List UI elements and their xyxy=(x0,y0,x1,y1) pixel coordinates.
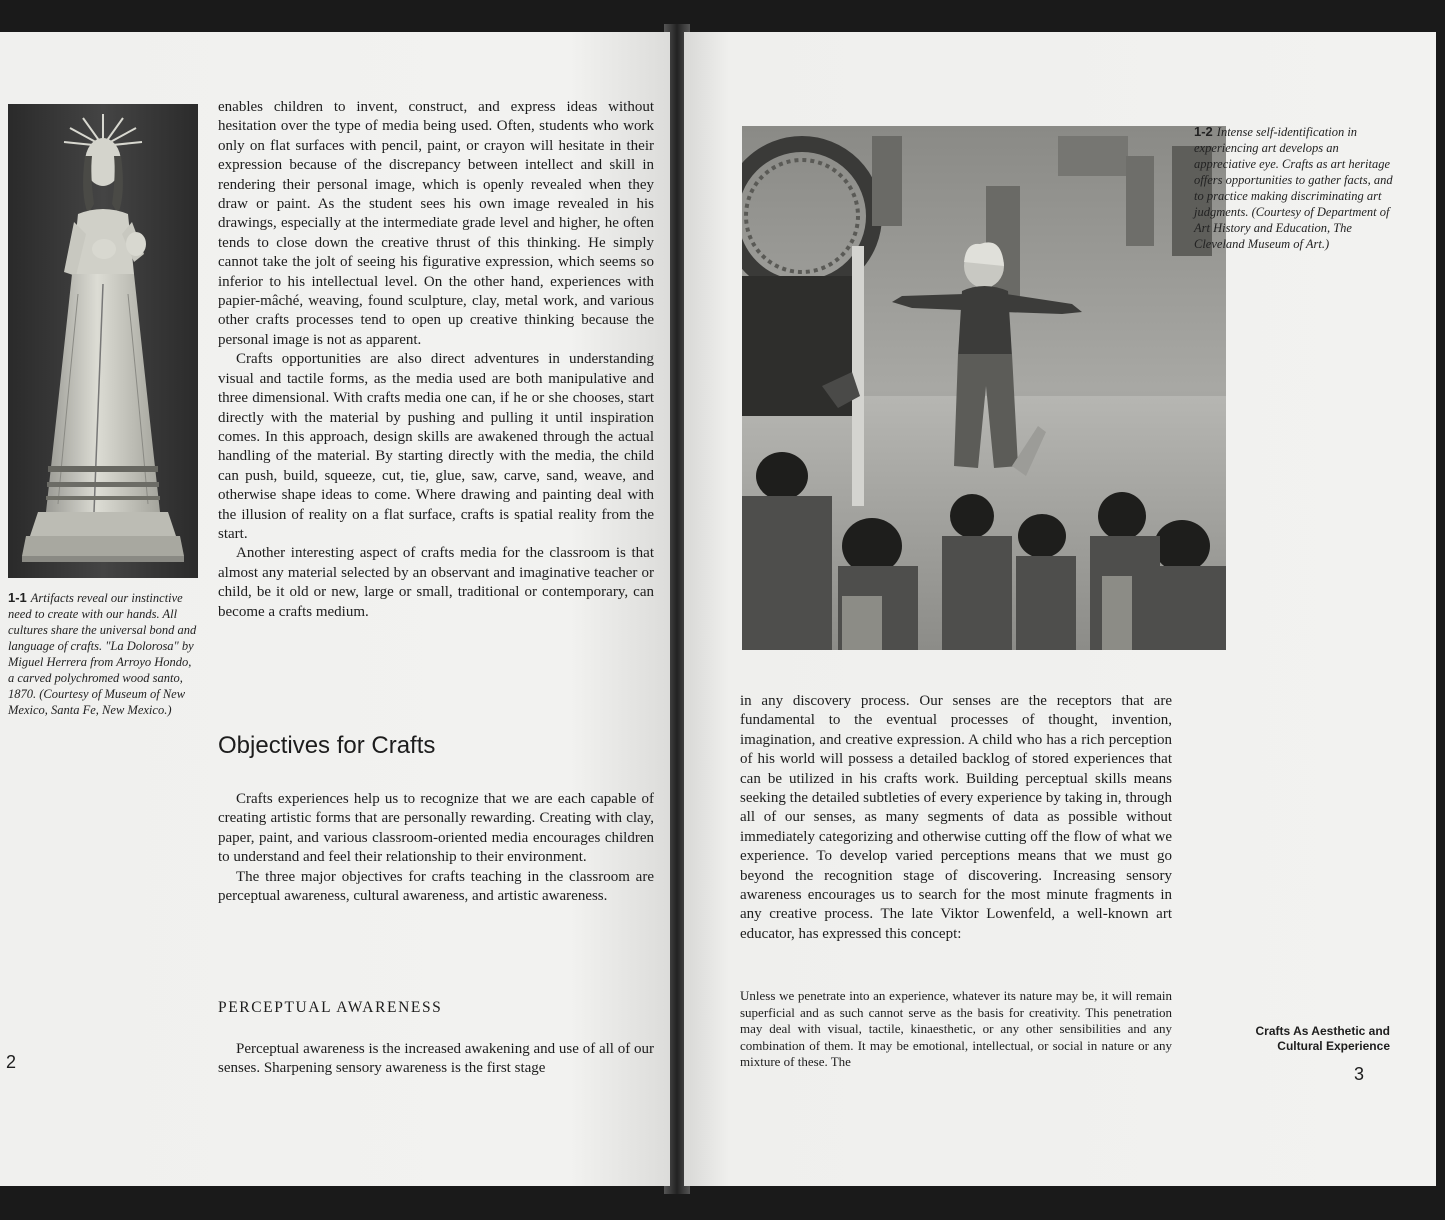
body-paragraph: The three major objectives for crafts teaching in the classroom are perceptual awareness, cultural awareness, and artistic awareness. xyxy=(218,868,654,905)
figure-caption-text: Artifacts reveal our instinctive need to create with our hands. All cultures share the universal bond and language of crafts. "La Dolorosa" by Miguel Herrera from Arroyo Hondo, a carved polychromed wood santo, 1870. (Courtesy of Museum of New Mexico, Santa Fe, New Mexico.) xyxy=(8,591,197,717)
figure-1-2-caption xyxy=(1194,124,1394,252)
left-page xyxy=(0,32,670,1186)
figure-1-2-photo xyxy=(742,126,1226,650)
subsection-heading: PERCEPTUAL AWARENESS xyxy=(218,999,443,1016)
figure-number: 1-1 xyxy=(8,590,27,605)
figure-1-1-photo xyxy=(8,104,198,578)
running-head-line: Cultural Experience xyxy=(1277,1039,1390,1053)
right-page xyxy=(684,32,1436,1186)
figure-1-1-caption xyxy=(8,590,200,718)
left-body-column xyxy=(218,98,654,622)
objectives-text xyxy=(218,790,654,906)
section-heading: Objectives for Crafts xyxy=(218,732,436,759)
quote-text: Unless we penetrate into an experience, whatever its nature may be, it will remain superficial and as such cannot serve as the basis for creativity. This penetration may deal with visual, tactile, kinaesthetic, or any other sensibilities and any combination of them. It may be emotional, intellectual, or social in nature or any mixture of these. The xyxy=(740,988,1172,1070)
body-paragraph: Perceptual awareness is the increased awakening and use of all of our senses. Sharpening sensory awareness is the first stage xyxy=(218,1041,654,1077)
page-number-right: 3 xyxy=(1354,1064,1365,1084)
body-paragraph: Another interesting aspect of crafts media for the classroom is that almost any material selected by an observant and imaginative teacher or child, be it old or new, large or small, traditional or contemporary, can become a crafts medium. xyxy=(218,545,654,620)
body-paragraph: in any discovery process. Our senses are the receptors that are fundamental to the eventual processes of thought, invention, imagination, and creative expression. A child who has a rich perception of his world will possess a detailed backlog of stored experiences that can be utilized in his crafts work. Building perceptual skills means seeking the detailed subtleties of every experience by taking in, through all of our senses, as many segments of data as possible without immediately categorizing and otherwise cutting off the flow of what we experience. To develop varied perceptions means that we must go beyond the recognition stage of discovering. Increasing sensory awareness encourages us to search for the most minute fragments in any creative process. The late Viktor Lowenfeld, a well-known art educator, has expressed this concept: xyxy=(740,693,1172,942)
page-number-left: 2 xyxy=(6,1052,17,1072)
right-body-column xyxy=(740,692,1172,944)
running-head-line: Crafts As Aesthetic and xyxy=(1255,1024,1390,1038)
perceptual-text xyxy=(218,1040,654,1079)
figure-number: 1-2 xyxy=(1194,124,1213,139)
figure-caption-text: Intense self-identification in experiencing art develops an appreciative eye. Crafts as art heritage offers opportunities to gather facts, and to practice making discriminating art judgments. (Courtesy of Department of Art History and Education, The Cleveland Museum of Art.) xyxy=(1194,125,1393,251)
body-paragraph: enables children to invent, construct, and express ideas without hesitation over the type of media being used. Often, students who work only on flat surfaces with pencil, paint, or crayon will hesitate in their expression because of the discrepancy between intellect and skill in rendering their personal image, which is openly revealed when they draw or paint. As the student sees his own image revealed in his drawings, especially at the intermediate grade level and higher, he often tends to close down the creative thrust of this thinking. He simply cannot take the jolt of seeing his figurative expression, which seems so inferior to his intellectual level. On the other hand, experiences with papier-mâché, weaving, found sculpture, clay, metal work, and various other crafts processes tend to open up creative thinking because the personal image is not as apparent. xyxy=(218,99,654,348)
body-paragraph: Crafts opportunities are also direct adventures in understanding visual and tactile forms, as the media used are both manipulative and three dimensional. With crafts media one can, if he or she chooses, start directly with the material by pushing and pulling it until inspiration comes. In this approach, design skills are awakened through the actual handling of the material. By starting directly with the media, the child can push, build, squeeze, cut, tie, glue, saw, carve, sand, weave, and otherwise shape ideas to come. Where drawing and painting deal with the illusion of reality on a flat surface, crafts is spatial reality from the start. xyxy=(218,351,654,542)
running-head xyxy=(1214,1024,1390,1054)
block-quote xyxy=(740,988,1172,1071)
body-paragraph: Crafts experiences help us to recognize that we are each capable of creating artistic forms that are personally rewarding. Creating with clay, paper, paint, and various classroom-oriented media encourages children to understand and feel their relationship to their environment. xyxy=(218,791,654,866)
